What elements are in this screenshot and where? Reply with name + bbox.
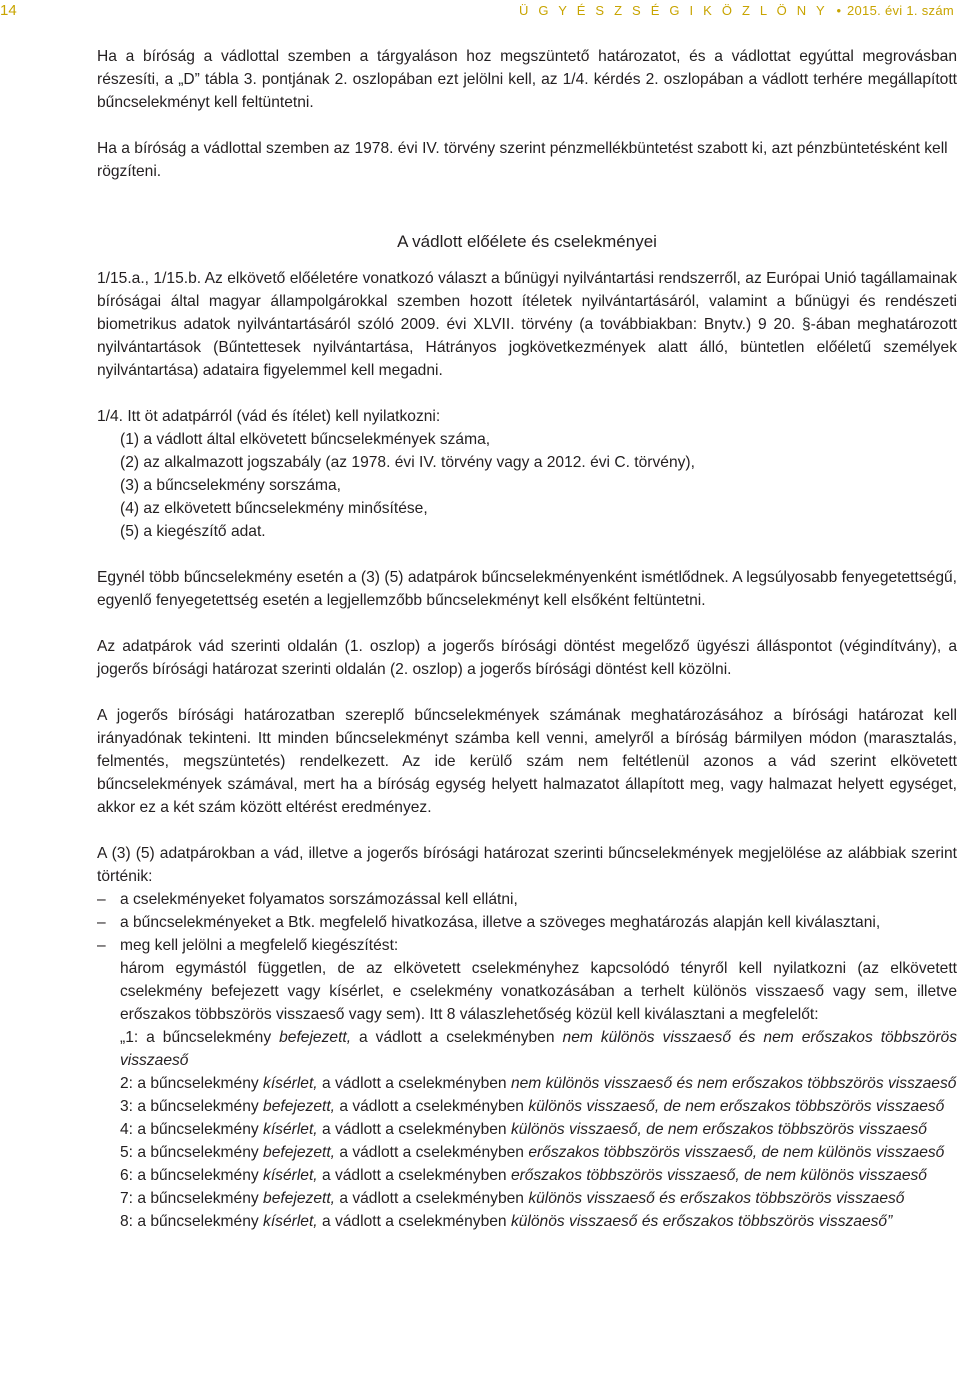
list-item: – a bűncselekményeket a Btk. megfelelő hivatkozása, illetve a szöveges meghatározás alapján kell kiválasztani, [97,911,957,934]
supplement-option: 4: a bűncselekmény kísérlet, a vádlott a cselekményben különös visszaeső, de nem erőszakos többszörös visszaeső [120,1121,927,1138]
running-header [0,0,960,22]
section-heading: A vádlott előélete és cselekményei [397,232,657,251]
dash-marker: – [97,937,106,954]
list-item: (5) a kiegészítő adat. [120,523,266,540]
paragraph-criminal-record: 1/15.a., 1/15.b. Az elkövető előéletére vonatkozó választ a bűnügyi nyilvántartási rendszerről, az Európai Unió tagállamainak bíróságai által magyar állampolgárokkal szemben hozott ítéletek nyilvántartásáról, valamint a bűnügyi és rendészeti biometrikus adatok nyilvántartásáról szóló 2009. évi XLVII. törvény (a továbbiakban: Bnytv.) 9 20. §-ában meghatározott nyilvántartások (Bűntettesek nyilvántartása, Hátrányos jogkövetkezmények alatt álló, büntetlen előéletű személyek nyilvántartása) adataira figyelemmel kell megadni. [97,270,957,379]
list-item: (4) az elkövetett bűncselekmény minősítése, [120,500,428,517]
paragraph-offence-count: A jogerős bírósági határozatban szereplő bűncselekmények számának meghatározásához a bírósági határozat kell irányadónak tekinteni. Itt minden bűncselekményt számba kell venni, amelyről a bíróság bármilyen módon (marasztalás, felmentés, megszüntetés) rendelkezett. Az ide kerülő szám nem feltétlenül azonos a vád szerint elkövetett bűncselekmények számával, mert ha a bíróság egység helyett halmazatot állapított meg, vagy halmazat helyett egységet, akkor ez a két szám között eltérést eredményez. [97,707,957,816]
paragraph-reprimand: Ha a bíróság a vádlottal szemben a tárgyaláson hoz megszüntető határozatot, és a vádlottat egyúttal megrovásban részesíti, a „D” tábla 3. pontjának 2. oszlopában ezt jelölni kell, az 1/4. kérdés 2. oszlopában a vádlott terhére megállapított bűncselekményt kell feltüntetni. [97,48,957,111]
list-item: (2) az alkalmazott jogszabály (az 1978. évi IV. törvény vagy a 2012. évi C. törvény), [120,454,695,471]
data-pairs-list [97,428,957,543]
dash-marker: – [97,914,106,931]
paragraph-multiple-offences: Egynél több bűncselekmény esetén a (3) (5) adatpárok bűncselekményenként ismétlődnek. A legsúlyosabb fenyegetettségű, egyenlő fenyegetettség esetén a legjellemzőbb bűncselekményt kell elsőként feltüntetni. [97,569,957,609]
supplement-option: 5: a bűncselekmény befejezett, a vádlott a cselekményben erőszakos többszörös visszaeső, de nem különös visszaeső [120,1144,945,1161]
paragraph-fine: Ha a bíróság a vádlottal szemben az 1978. évi IV. törvény szerint pénzmellékbüntetést szabott ki, azt pénzbüntetésként kell rögzíteni. [97,140,948,180]
paragraph-designation: A (3) (5) adatpárokban a vád, illetve a jogerős bírósági határozat szerinti bűncselekmények megjelölése az alábbiak szerint történik: [97,845,957,885]
list-item: (1) a vádlott által elkövetett bűncselekmények száma, [120,431,491,448]
paragraph-data-pairs-intro: 1/4. Itt öt adatpárról (vád és ítélet) kell nyilatkozni: [97,408,441,425]
supplement-intro: három egymástól független, de az elkövetett cselekményhez kapcsolódó tényről kell nyilatkozni (az elkövetett cselekmény befejezett vagy kísérlet, e cselekmény vonatkozásában a terhelt különös visszaeső vagy sem, illetve erőszakos többszörös visszaeső vagy sem). Itt 8 válaszlehetőség közül kell kiválasztani a megfelelőt: [120,960,957,1023]
issue-label: 2015. évi 1. szám [847,3,954,18]
list-item: (3) a bűncselekmény sorszáma, [120,477,342,494]
supplement-option: 6: a bűncselekmény kísérlet, a vádlott a cselekményben erőszakos többszörös visszaeső, de nem különös visszaeső [120,1167,927,1184]
publication-title: Ü G Y É S Z S É G I K Ö Z L Ö N Y [519,3,828,18]
supplement-option: 3: a bűncselekmény befejezett, a vádlott a cselekményben különös visszaeső, de nem erőszakos többszörös visszaeső [120,1098,945,1115]
paragraph-columns: Az adatpárok vád szerinti oldalán (1. oszlop) a jogerős bírósági döntést megelőző ügyészi álláspontot (végindítvány), a jogerős bírósági határozat szerinti oldalán (2. oszlop) a jogerős bírósági döntést kell közölni. [97,638,957,678]
page-number: 14 [0,2,17,19]
supplement-option: 8: a bűncselekmény kísérlet, a vádlott a cselekményben különös visszaeső és erőszakos többszörös visszaeső” [120,1213,893,1230]
supplement-block [97,957,957,1233]
supplement-option: 7: a bűncselekmény befejezett, a vádlott a cselekményben különös visszaeső és erőszakos többszörös visszaeső [120,1190,905,1207]
separator-bullet: • [836,3,841,18]
publication-line [519,3,954,18]
main-text [97,45,957,1233]
supplement-option: „1: a bűncselekmény befejezett, a vádlott a cselekményben nem különös visszaeső és nem erőszakos többszörös visszaeső [120,1029,957,1069]
list-item: – meg kell jelölni a megfelelő kiegészítést: [97,934,957,957]
dash-marker: – [97,891,106,908]
list-item: – a cselekményeket folyamatos sorszámozással kell ellátni, [97,888,957,911]
dash-list [97,888,957,957]
supplement-option: 2: a bűncselekmény kísérlet, a vádlott a cselekményben nem különös visszaeső és nem erőszakos többszörös visszaeső [120,1075,957,1092]
